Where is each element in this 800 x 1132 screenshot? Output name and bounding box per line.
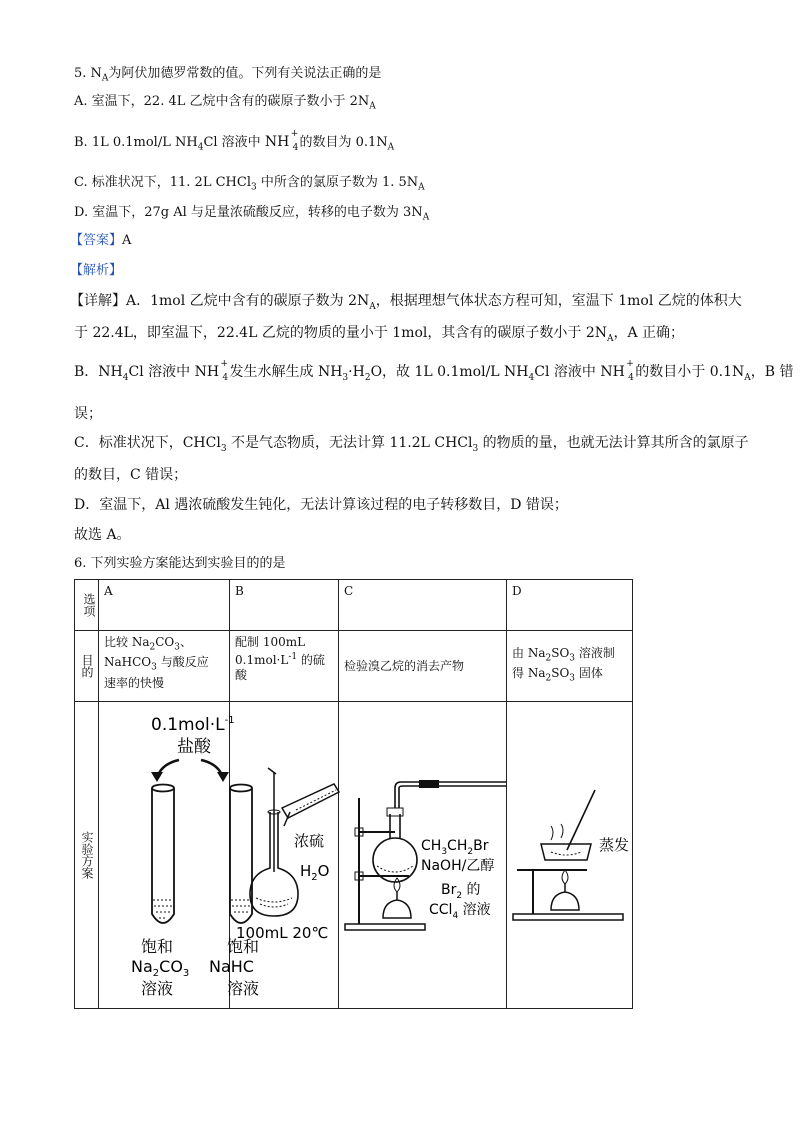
evaporation-label: 蒸发 xyxy=(599,836,630,854)
analysis-label: 【解析】 xyxy=(70,263,123,278)
answer-line: 【答案】A xyxy=(70,233,132,248)
conclusion: 故选 A。 xyxy=(74,527,131,543)
right-solution-line3: 溶液 xyxy=(227,979,260,998)
q6-stem: 6. 下列实验方案能达到实验目的的是 xyxy=(74,556,286,571)
acid-bottle xyxy=(282,784,339,826)
q5-option-d: D. 室温下，27g Al 与足量浓硫酸反应，转移的电子数为 $3N_A$ xyxy=(74,205,430,223)
steam-icon xyxy=(551,824,563,840)
left-solution-line1: 饱和 xyxy=(141,937,174,956)
table-row-header xyxy=(75,580,633,631)
ammonium-ion: NH + 4 xyxy=(264,129,299,153)
q5-option-c: C. 标准状况下，11. 2L CHCl$_3$ 中所含的氯原子数为 1. $5N_A$ xyxy=(74,175,425,193)
glass-rod xyxy=(567,790,595,850)
header-option: 选项 xyxy=(75,580,99,631)
detail-c-line1: C．标准状况下，CHCl$_3$ 不是气态物质，无法计算 11.2L CHCl$_3$ 的物质的量，也就无法计算其所含的氯原子 xyxy=(74,435,749,454)
experiment-table xyxy=(74,579,633,1009)
table-row-scheme xyxy=(75,702,633,1009)
alcohol-lamp xyxy=(551,870,579,910)
detail-b-line2: 误； xyxy=(74,406,102,422)
water-label: $H_2O$ xyxy=(300,862,330,883)
purpose-b: 配制 100mL $0.1mol\cdot L^{-1}$ 的硫 酸 xyxy=(230,631,339,702)
header-a: A xyxy=(99,580,230,631)
diagram-b xyxy=(230,702,339,1009)
purpose-a: 比较 $Na_2CO_3$、 NaHCO$_3$ 与酸反应 速率的快慢 xyxy=(99,631,230,702)
scheme-label: 实验方案 xyxy=(75,702,99,1009)
diagram-a xyxy=(99,702,260,1009)
purpose-d: 由 $Na_2SO_3$ 溶液制 得 $Na_2SO_3$ 固体 xyxy=(507,631,633,702)
elimination-apparatus-diagram xyxy=(339,702,507,1008)
alcohol-lamp xyxy=(383,878,411,918)
acid-concentration-label: $0.1mol\cdot L^{-1}$ xyxy=(151,715,235,735)
round-bottom-flask xyxy=(373,808,417,882)
arrowhead-icon xyxy=(217,772,229,782)
reagent-label-2: NaOH/乙醇 xyxy=(421,858,495,874)
reagent-label-4: CCl$_4$ 溶液 xyxy=(429,902,491,921)
iron-stand xyxy=(345,798,425,930)
detail-b-line1: B．$NH_4Cl$ 溶液中 NH + 4 发生水解生成 $NH_3\cdot H_2O$，故 1L 0.1mol/L $NH_4Cl$ 溶液中 NH + 4 的数目小于 $0.1N_A$，B 错 xyxy=(74,359,794,383)
right-solution-line1: 饱和 xyxy=(227,937,260,956)
ammonium-ion: NH + 4 xyxy=(194,359,229,383)
acid-name-label: 盐酸 xyxy=(177,737,211,757)
diagram-c xyxy=(339,702,507,1009)
table-row-purpose xyxy=(75,631,633,702)
detail-c-line2: 的数目，C 错误； xyxy=(74,467,188,483)
purpose-label: 目的 xyxy=(75,631,99,702)
header-d: D xyxy=(507,580,633,631)
volumetric-flask-diagram xyxy=(230,702,339,1008)
purpose-c: 检验溴乙烷的消去产物 xyxy=(339,631,507,702)
arrowhead-icon xyxy=(151,772,163,782)
header-b: B xyxy=(230,580,339,631)
detail-a-line2: 于 22.4L，即室温下，22.4L 乙烷的物质的量小于 1mol，其含有的碳原子数小于 $2N_A$，A 正确； xyxy=(74,325,685,344)
q5-option-b: B. 1L 0.1mol/L $NH_4Cl$ 溶液中 NH + 4 的数目为 $0.1N_A$ xyxy=(74,129,395,153)
flask-label: 100mL 20℃ xyxy=(236,924,329,942)
left-solution-line3: 溶液 xyxy=(141,979,174,998)
evaporation-apparatus-diagram xyxy=(507,702,633,1008)
detail-d-line: D．室温下，Al 遇浓硫酸发生钝化，无法计算该过程的电子转移数目，D 错误； xyxy=(74,497,568,513)
header-c: C xyxy=(339,580,507,631)
left-solution-line2: $Na_2CO_3$ xyxy=(131,957,190,979)
reagent-label-1: $CH_3CH_2Br$ xyxy=(421,838,489,857)
acid-label: 浓硫 xyxy=(294,832,325,850)
diagram-d xyxy=(507,702,633,1009)
test-tube-left xyxy=(152,785,174,924)
right-solution-line2: NaHC xyxy=(209,957,254,976)
ammonium-ion: NH + 4 xyxy=(600,359,634,383)
evaporating-dish xyxy=(541,844,591,860)
q5-stem: 5. $N_A$为阿伏加德罗常数的值。下列有关说法正确的是 xyxy=(74,66,382,84)
detail-a-line1: 【详解】A．1mol 乙烷中含有的碳原子数为 $2N_A$，根据理想气体状态方程可知，室温下 1mol 乙烷的体积大 xyxy=(70,293,742,312)
q5-option-a: A. 室温下，22. 4L 乙烷中含有的碳原子数小于 $2N_A$ xyxy=(74,94,376,112)
reagent-label-3: $Br_2$ 的 xyxy=(441,882,481,901)
rubber-connector xyxy=(419,780,439,788)
